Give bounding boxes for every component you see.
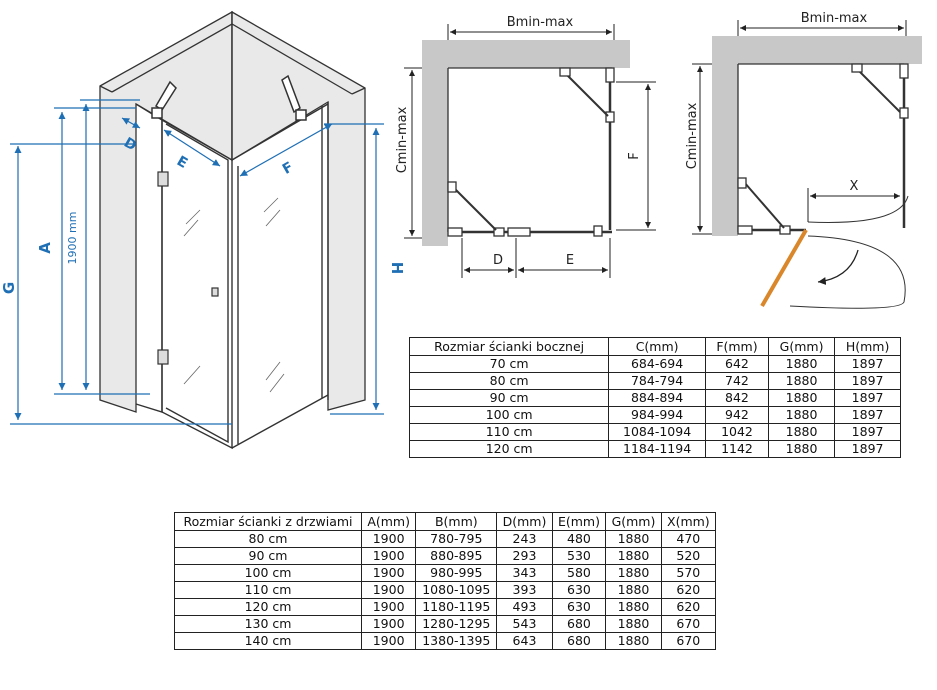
table-cell: 680 <box>552 616 606 633</box>
table-cell: 140 cm <box>175 633 362 650</box>
plan1-label-f: F <box>627 152 642 160</box>
table-cell: 1084-1094 <box>609 424 706 441</box>
table-cell: 580 <box>552 565 606 582</box>
table-cell: 293 <box>497 548 552 565</box>
table-row <box>175 633 716 650</box>
plan1-label-d: D <box>492 253 504 268</box>
table-cell: 1880 <box>768 373 834 390</box>
table-cell: 1880 <box>768 424 834 441</box>
table-cell: 884-894 <box>609 390 706 407</box>
table-cell: 1184-1194 <box>609 441 706 458</box>
header-cell: Rozmiar ścianki bocznej <box>410 338 609 356</box>
table-cell: 1897 <box>835 373 901 390</box>
table-cell: 1880 <box>606 565 661 582</box>
table-cell: 1897 <box>835 356 901 373</box>
label-h: H <box>388 261 406 275</box>
table-cell: 543 <box>497 616 552 633</box>
table-cell: 1080-1095 <box>416 582 497 599</box>
table-cell: 1880 <box>606 582 661 599</box>
table-cell: 880-895 <box>416 548 497 565</box>
table-cell: 1380-1395 <box>416 633 497 650</box>
table-row <box>175 531 716 548</box>
table-cell: 680 <box>552 633 606 650</box>
table-cell: 1180-1195 <box>416 599 497 616</box>
plan1-enclosure <box>448 68 614 236</box>
label-a: A <box>36 242 54 254</box>
table-cell: 1880 <box>768 441 834 458</box>
plan-view-closed <box>395 15 656 278</box>
table-cell: 1897 <box>835 390 901 407</box>
table-cell: 493 <box>497 599 552 616</box>
table-cell: 1897 <box>835 441 901 458</box>
table-cell: 670 <box>661 616 715 633</box>
table-cell: 842 <box>705 390 768 407</box>
table-cell: 130 cm <box>175 616 362 633</box>
table-cell: 1897 <box>835 424 901 441</box>
label-1900mm: 1900 mm <box>66 211 79 265</box>
table-cell: 90 cm <box>410 390 609 407</box>
plan1-label-c: Cmin-max <box>395 106 410 174</box>
table-cell: 742 <box>705 373 768 390</box>
table-cell: 393 <box>497 582 552 599</box>
plan2-enclosure <box>738 64 908 308</box>
table-cell: 1900 <box>362 548 416 565</box>
table-cell: 90 cm <box>175 548 362 565</box>
plan2-label-b: Bmin-max <box>800 11 868 26</box>
plan1-walls <box>422 40 630 246</box>
table-cell: 1880 <box>768 356 834 373</box>
table-cell: 530 <box>552 548 606 565</box>
table-cell: 630 <box>552 582 606 599</box>
table-cell: 670 <box>661 633 715 650</box>
table-row <box>410 373 901 390</box>
glass-reflections <box>184 198 284 392</box>
table-cell: 470 <box>661 531 715 548</box>
side-wall-table <box>409 337 901 458</box>
table-row <box>175 582 716 599</box>
table-cell: 980-995 <box>416 565 497 582</box>
table-cell: 243 <box>497 531 552 548</box>
table-cell: 642 <box>705 356 768 373</box>
table-row <box>175 616 716 633</box>
table-header-row <box>410 338 901 356</box>
table-row <box>410 390 901 407</box>
plan2-label-c: Cmin-max <box>685 102 700 170</box>
header-cell: H(mm) <box>835 338 901 356</box>
table-cell: 100 cm <box>175 565 362 582</box>
header-cell: B(mm) <box>416 513 497 531</box>
plan2-label-x: X <box>849 179 859 194</box>
table-cell: 620 <box>661 582 715 599</box>
table-cell: 1280-1295 <box>416 616 497 633</box>
table-cell: 80 cm <box>175 531 362 548</box>
plan1-label-b: Bmin-max <box>506 15 574 30</box>
table-cell: 643 <box>497 633 552 650</box>
plan-view-open <box>685 11 922 308</box>
table-cell: 1880 <box>606 633 661 650</box>
table-cell: 570 <box>661 565 715 582</box>
table-cell: 110 cm <box>410 424 609 441</box>
table-row <box>175 565 716 582</box>
table-cell: 984-994 <box>609 407 706 424</box>
table-cell: 784-794 <box>609 373 706 390</box>
table-row <box>410 441 901 458</box>
table-cell: 1880 <box>606 616 661 633</box>
table-cell: 630 <box>552 599 606 616</box>
header-cell: Rozmiar ścianki z drzwiami <box>175 513 362 531</box>
table-row <box>175 599 716 616</box>
table-cell: 1900 <box>362 531 416 548</box>
table-cell: 80 cm <box>410 373 609 390</box>
header-cell: F(mm) <box>705 338 768 356</box>
table-cell: 520 <box>661 548 715 565</box>
table-cell: 70 cm <box>410 356 609 373</box>
table-cell: 620 <box>661 599 715 616</box>
hinges <box>158 172 218 364</box>
table-cell: 343 <box>497 565 552 582</box>
header-cell: X(mm) <box>661 513 715 531</box>
label-f: F <box>279 159 297 178</box>
table-cell: 120 cm <box>175 599 362 616</box>
table-cell: 942 <box>705 407 768 424</box>
plan1-label-e: E <box>565 253 575 268</box>
label-e: E <box>173 153 191 172</box>
table-cell: 110 cm <box>175 582 362 599</box>
header-cell: C(mm) <box>609 338 706 356</box>
header-cell: A(mm) <box>362 513 416 531</box>
table-cell: 120 cm <box>410 441 609 458</box>
table-header-row <box>175 513 716 531</box>
table-cell: 780-795 <box>416 531 497 548</box>
table-row <box>410 424 901 441</box>
table-cell: 1900 <box>362 616 416 633</box>
table-cell: 1900 <box>362 633 416 650</box>
table-cell: 480 <box>552 531 606 548</box>
table-cell: 1042 <box>705 424 768 441</box>
table-cell: 1900 <box>362 599 416 616</box>
table-cell: 684-694 <box>609 356 706 373</box>
table-row <box>410 356 901 373</box>
table-cell: 1880 <box>606 599 661 616</box>
header-cell: E(mm) <box>552 513 606 531</box>
swing-arrow <box>818 250 858 282</box>
table-cell: 100 cm <box>410 407 609 424</box>
table-row <box>410 407 901 424</box>
header-cell: D(mm) <box>497 513 552 531</box>
table-row <box>175 548 716 565</box>
header-cell: G(mm) <box>606 513 661 531</box>
table-cell: 1900 <box>362 582 416 599</box>
table-cell: 1900 <box>362 565 416 582</box>
table-cell: 1880 <box>768 390 834 407</box>
table-cell: 1142 <box>705 441 768 458</box>
header-cell: G(mm) <box>768 338 834 356</box>
table-cell: 1880 <box>606 548 661 565</box>
isometric-view <box>0 12 406 448</box>
table-cell: 1897 <box>835 407 901 424</box>
table-cell: 1880 <box>768 407 834 424</box>
open-door-panel <box>762 230 806 306</box>
plan2-walls <box>712 36 922 236</box>
door-wall-table <box>174 512 716 650</box>
label-g: G <box>0 281 18 295</box>
table-cell: 1880 <box>606 531 661 548</box>
label-d: D <box>120 134 140 155</box>
